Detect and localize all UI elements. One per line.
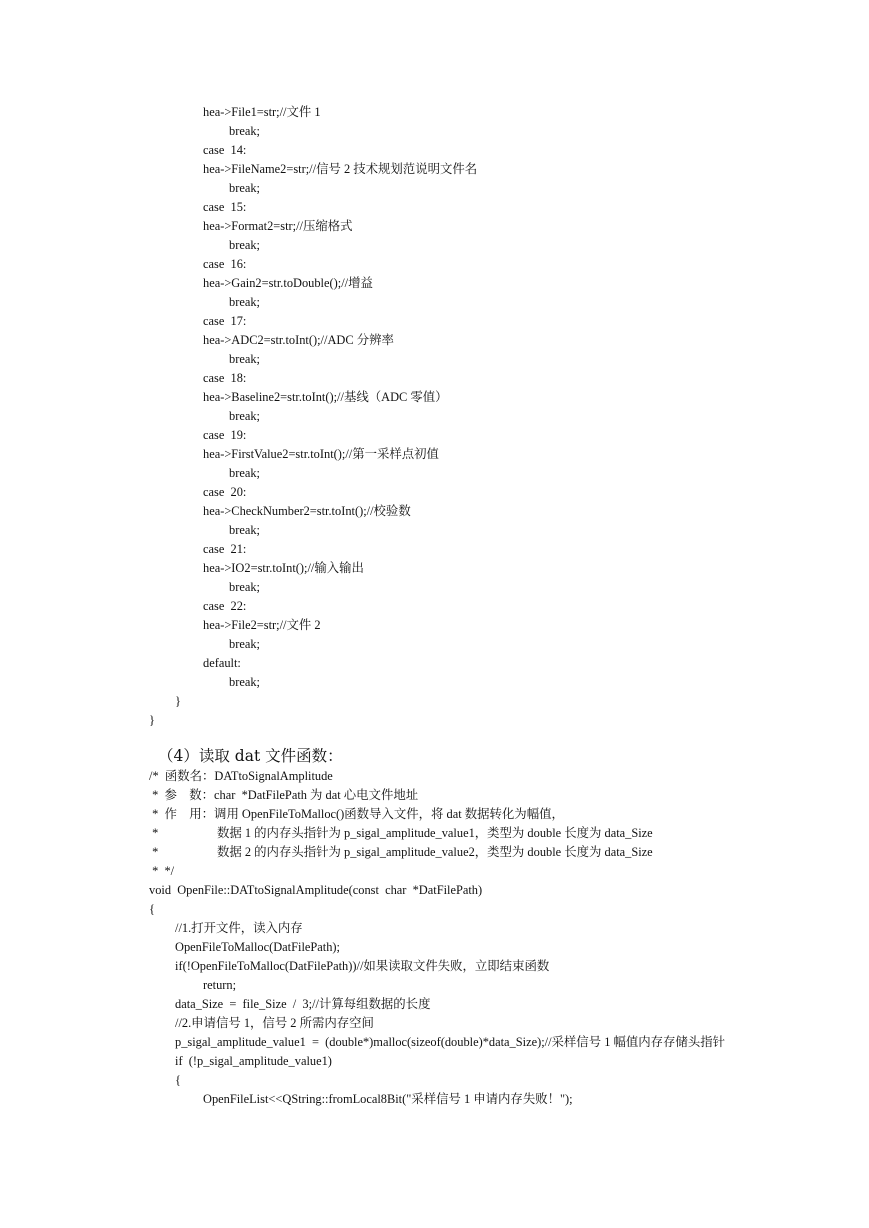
code-line: hea->File2=str;//文件 2 bbox=[203, 618, 321, 632]
code-line: if (!p_sigal_amplitude_value1) bbox=[175, 1054, 332, 1068]
code-line: break; bbox=[229, 124, 260, 138]
code-line: { bbox=[175, 1073, 181, 1087]
code-line: case 18: bbox=[203, 371, 247, 385]
code-line: default: bbox=[203, 656, 241, 670]
code-line: case 16: bbox=[203, 257, 247, 271]
code-line: break; bbox=[229, 238, 260, 252]
code-line: { bbox=[149, 902, 155, 916]
code-line: case 22: bbox=[203, 599, 247, 613]
code-line: break; bbox=[229, 295, 260, 309]
code-line: break; bbox=[229, 466, 260, 480]
code-line: p_sigal_amplitude_value1 = (double*)malloc(sizeof(double)*data_Size);//采样信号 1 幅值内存存储头指针 bbox=[175, 1035, 725, 1049]
code-line: break; bbox=[229, 409, 260, 423]
code-line: } bbox=[175, 694, 181, 708]
code-line: hea->CheckNumber2=str.toInt();//校验数 bbox=[203, 504, 411, 518]
code-line: case 19: bbox=[203, 428, 247, 442]
code-line: case 21: bbox=[203, 542, 247, 556]
code-line: break; bbox=[229, 637, 260, 651]
code-line: break; bbox=[229, 181, 260, 195]
code-line: OpenFileToMalloc(DatFilePath); bbox=[175, 940, 340, 954]
code-line: //1.打开文件，读入内存 bbox=[175, 921, 303, 935]
code-line: * 参 数：char *DatFilePath 为 dat 心电文件地址 bbox=[149, 788, 419, 802]
code-line: * */ bbox=[149, 864, 175, 878]
code-line: hea->IO2=str.toInt();//输入输出 bbox=[203, 561, 364, 575]
code-line: } bbox=[149, 713, 155, 727]
code-line: if(!OpenFileToMalloc(DatFilePath))//如果读取文件失败，立即结束函数 bbox=[175, 959, 550, 973]
code-line: 数据 2 的内存头指针为 p_sigal_amplitude_value2，类型为 double 长度为 data_Size bbox=[217, 845, 653, 859]
code-line: hea->Gain2=str.toDouble();//增益 bbox=[203, 276, 373, 290]
code-line: case 14: bbox=[203, 143, 247, 157]
code-line: return; bbox=[203, 978, 237, 992]
code-line: /* 函数名：DATtoSignalAmplitude bbox=[149, 769, 333, 783]
code-line: hea->Format2=str;//压缩格式 bbox=[203, 219, 353, 233]
code-line: hea->ADC2=str.toInt();//ADC 分辨率 bbox=[203, 333, 394, 347]
code-line: * bbox=[149, 845, 159, 859]
code-line: 数据 1 的内存头指针为 p_sigal_amplitude_value1，类型为 double 长度为 data_Size bbox=[217, 826, 653, 840]
code-line: case 20: bbox=[203, 485, 247, 499]
code-line: void OpenFile::DATtoSignalAmplitude(const char *DatFilePath) bbox=[149, 883, 483, 897]
code-line: hea->FirstValue2=str.toInt();//第一采样点初值 bbox=[203, 447, 439, 461]
code-line: hea->Baseline2=str.toInt();//基线（ADC 零值） bbox=[203, 390, 448, 404]
code-line: break; bbox=[229, 580, 260, 594]
code-line: * 作 用：调用 OpenFileToMalloc()函数导入文件，将 dat 数据转化为幅值， bbox=[149, 807, 564, 821]
code-line: break; bbox=[229, 523, 260, 537]
code-line: * bbox=[149, 826, 159, 840]
code-line: hea->File1=str;//文件 1 bbox=[203, 105, 321, 119]
code-line: //2.申请信号 1，信号 2 所需内存空间 bbox=[175, 1016, 374, 1030]
code-line: hea->FileName2=str;//信号 2 技术规划范说明文件名 bbox=[203, 162, 478, 176]
code-line: OpenFileList<<QString::fromLocal8Bit("采样信号 1 申请内存失败！"); bbox=[203, 1092, 573, 1106]
code-line: break; bbox=[229, 352, 260, 366]
code-line: break; bbox=[229, 675, 260, 689]
code-line: data_Size = file_Size / 3;//计算每组数据的长度 bbox=[175, 997, 431, 1011]
code-line: case 17: bbox=[203, 314, 247, 328]
code-line: case 15: bbox=[203, 200, 247, 214]
section-heading: （4）读取 dat 文件函数： bbox=[158, 747, 343, 765]
